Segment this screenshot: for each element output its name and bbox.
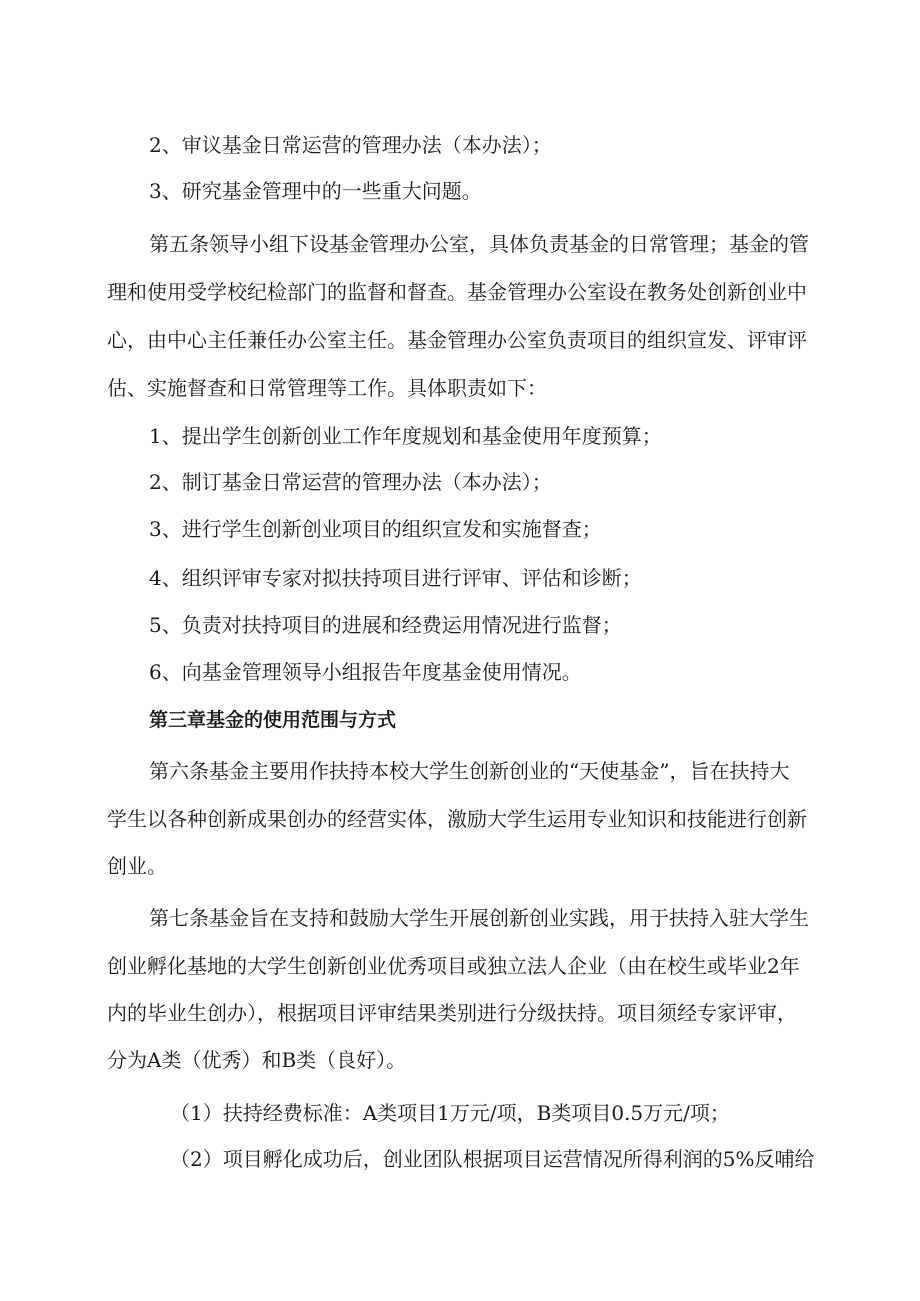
list-item: 1、提出学生创新创业工作年度规划和基金使用年度预算； [149,424,662,448]
paragraph-line: 创业孵化基地的大学生创新创业优秀项目或独立法人企业（由在校生或毕业2年 [107,954,800,978]
paragraph-line: 第七条基金旨在支持和鼓励大学生开展创新创业实践，用于扶持入驻大学生 [149,906,809,930]
section-heading: 第三章基金的使用范围与方式 [149,709,397,731]
list-item: 3、进行学生创新创业项目的组织宣发和实施督查； [149,517,602,541]
list-item: 2、制订基金日常运营的管理办法（本办法）； [149,470,552,494]
list-item: 2、审议基金日常运营的管理办法（本办法）； [149,133,552,157]
list-item: （2）项目孵化成功后，创业团队根据项目运营情况所得利润的5%反哺给 [170,1147,815,1171]
paragraph-line: 理和使用受学校纪检部门的监督和督查。基金管理办公室设在教务处创新创业中 [107,280,807,304]
paragraph-line: 第六条基金主要用作扶持本校大学生创新创业的“天使基金”，旨在扶持大 [149,759,790,783]
list-item: 5、负责对扶持项目的进展和经费运用情况进行监督； [149,613,622,637]
paragraph-line: 分为A类（优秀）和B类（良好）。 [107,1048,407,1072]
paragraph-line: 心，由中心主任兼任办公室主任。基金管理办公室负责项目的组织宣发、评审评 [107,328,807,352]
list-item: （1）扶持经费标准：A类项目1万元/项，B类项目0.5万元/项； [170,1101,730,1125]
paragraph-line: 估、实施督查和日常管理等工作。具体职责如下： [107,376,547,400]
paragraph-line: 创业。 [107,854,167,878]
paragraph-line: 第五条领导小组下设基金管理办公室，具体负责基金的日常管理；基金的管 [149,232,809,256]
paragraph-line: 学生以各种创新成果创办的经营实体，激励大学生运用专业知识和技能进行创新 [107,807,807,831]
paragraph-line: 内的毕业生创办），根据项目评审结果类别进行分级扶持。项目须经专家评审， [107,1001,797,1025]
list-item: 6、向基金管理领导小组报告年度基金使用情况。 [149,660,582,684]
list-item: 4、组织评审专家对拟扶持项目进行评审、评估和诊断； [149,566,642,590]
list-item: 3、研究基金管理中的一些重大问题。 [149,179,482,203]
